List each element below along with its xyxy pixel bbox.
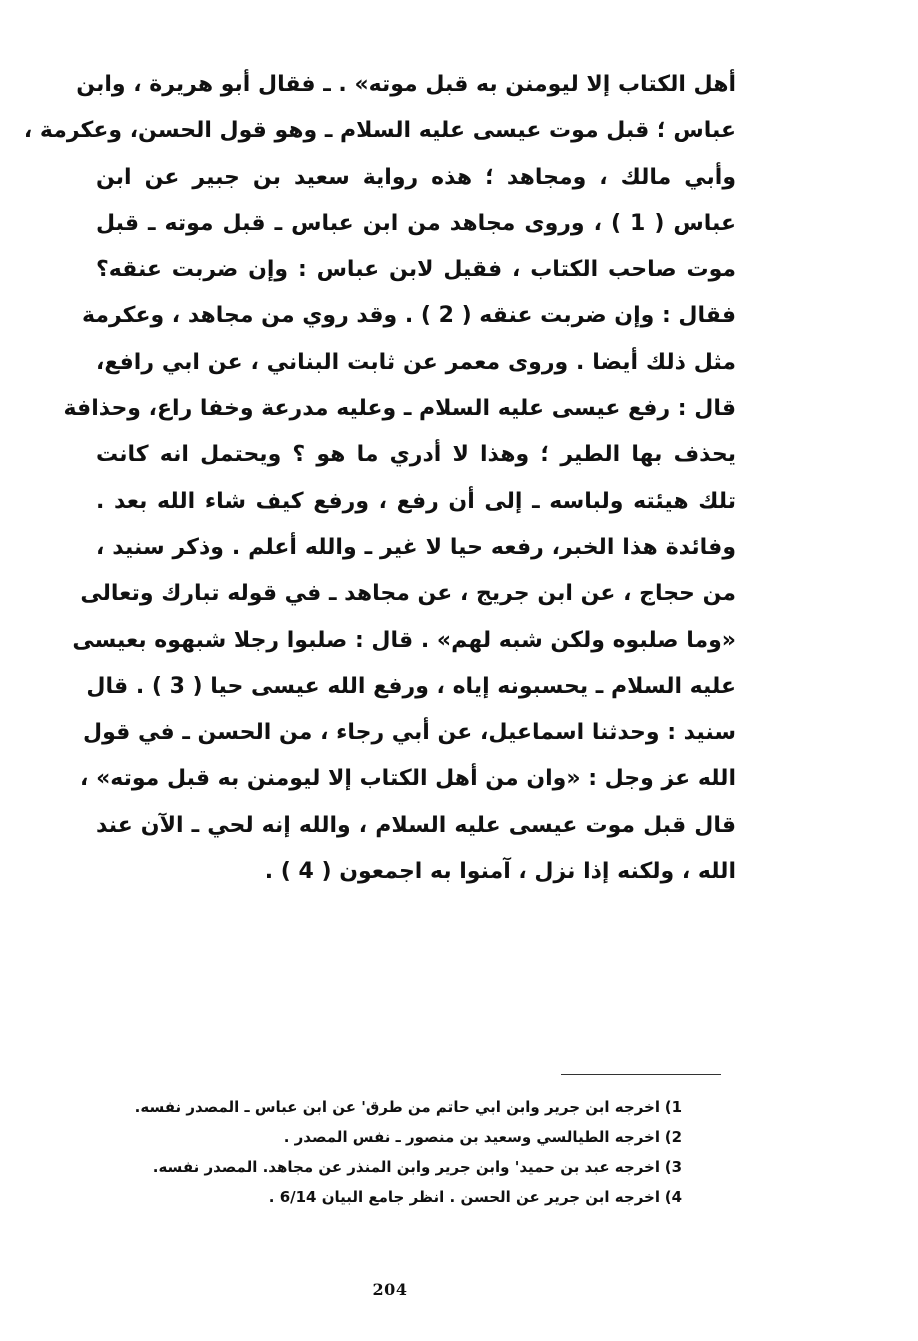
text-line: الله عز وجل : «وان من أهل الكتاب إلا ليومنن به قبل موته» ، (80, 766, 736, 792)
footnote-2 (82, 1122, 682, 1152)
footnote-number: 4) (664, 1188, 682, 1206)
text-line: قال : رفع عيسى عليه السلام ـ وعليه مدرعة وخفا راع، وحذافة (63, 396, 736, 422)
footnote-text: اخرجه الطيالسي وسعيد بن منصور ـ نفس المصدر . (283, 1128, 660, 1146)
text-line: يحذف بها الطير ؛ وهذا لا أدري ما هو ؟ ويحتمل انه كانت (96, 442, 736, 468)
main-text (23, 62, 737, 895)
footnote-text: اخرجه ابن جرير عن الحسن . انظر جامع البيان 6/14 . (268, 1188, 660, 1206)
text-line: فقال : وإن ضربت عنقه ( 2 ) . وقد روي من مجاهد ، وعكرمة (82, 303, 736, 329)
text-line: موت صاحب الكتاب ، فقيل لابن عباس : وإن ضربت عنقه؟ (96, 257, 736, 283)
footnotes (82, 1092, 682, 1212)
page-number: 204 (372, 1280, 408, 1299)
footnote-text: اخرجه ابن جرير وابن ابي حاتم من طرق' عن ابن عباس ـ المصدر نفسه. (134, 1098, 660, 1116)
footnote-1 (82, 1092, 682, 1122)
footnote-divider (561, 1074, 721, 1075)
text-line: عليه السلام ـ يحسبونه إياه ، ورفع الله عيسى حيا ( 3 ) . قال (86, 673, 736, 699)
text-line: أهل الكتاب إلا ليومنن به قبل موته» . ـ فقال أبو هريرة ، وابن (76, 72, 736, 97)
footnote-number: 2) (664, 1128, 682, 1146)
footnote-4 (82, 1182, 682, 1212)
text-line: قال قبل موت عيسى عليه السلام ، والله إنه لحي ـ الآن عند (96, 812, 736, 838)
text-line: عباس ( 1 ) ، وروى مجاهد من ابن عباس ـ قبل موته ـ قبل (96, 210, 737, 236)
text-line: من حجاج ، عن ابن جريج ، عن مجاهد ـ في قوله تبارك وتعالى (80, 581, 736, 607)
footnote-number: 3) (664, 1158, 682, 1176)
text-line: تلك هيئته ولباسه ـ إلى أن رفع ، ورفع كيف شاء الله بعد . (96, 488, 736, 514)
footnote-3 (82, 1152, 682, 1182)
text-line: وأبي مالك ، ومجاهد ؛ هذه رواية سعيد بن جبير عن ابن (96, 164, 736, 190)
text-line: الله ، ولكنه إذا نزل ، آمنوا به اجمعون ( 4 ) . (264, 859, 736, 885)
text-line: «وما صلبوه ولكن شبه لهم» . قال : صلبوا رجلا شبهوه بعيسى (72, 627, 736, 653)
footnote-text: اخرجه عبد بن حميد' وابن جرير وابن المنذر عن مجاهد. المصدر نفسه. (152, 1158, 660, 1176)
text-line: عباس ؛ قبل موت عيسى عليه السلام ـ وهو قول الحسن، وعكرمة ، (23, 118, 736, 144)
text-line: مثل ذلك أيضا . وروى معمر عن ثابت البناني ، عن ابي رافع، (96, 349, 736, 375)
text-line: سنيد : وحدثنا اسماعيل، عن أبي رجاء ، من الحسن ـ في قول (83, 720, 736, 746)
text-line: وفائدة هذا الخبر، رفعه حيا لا غير ـ والله أعلم . وذكر سنيد ، (96, 534, 736, 560)
footnote-number: 1) (664, 1098, 682, 1116)
